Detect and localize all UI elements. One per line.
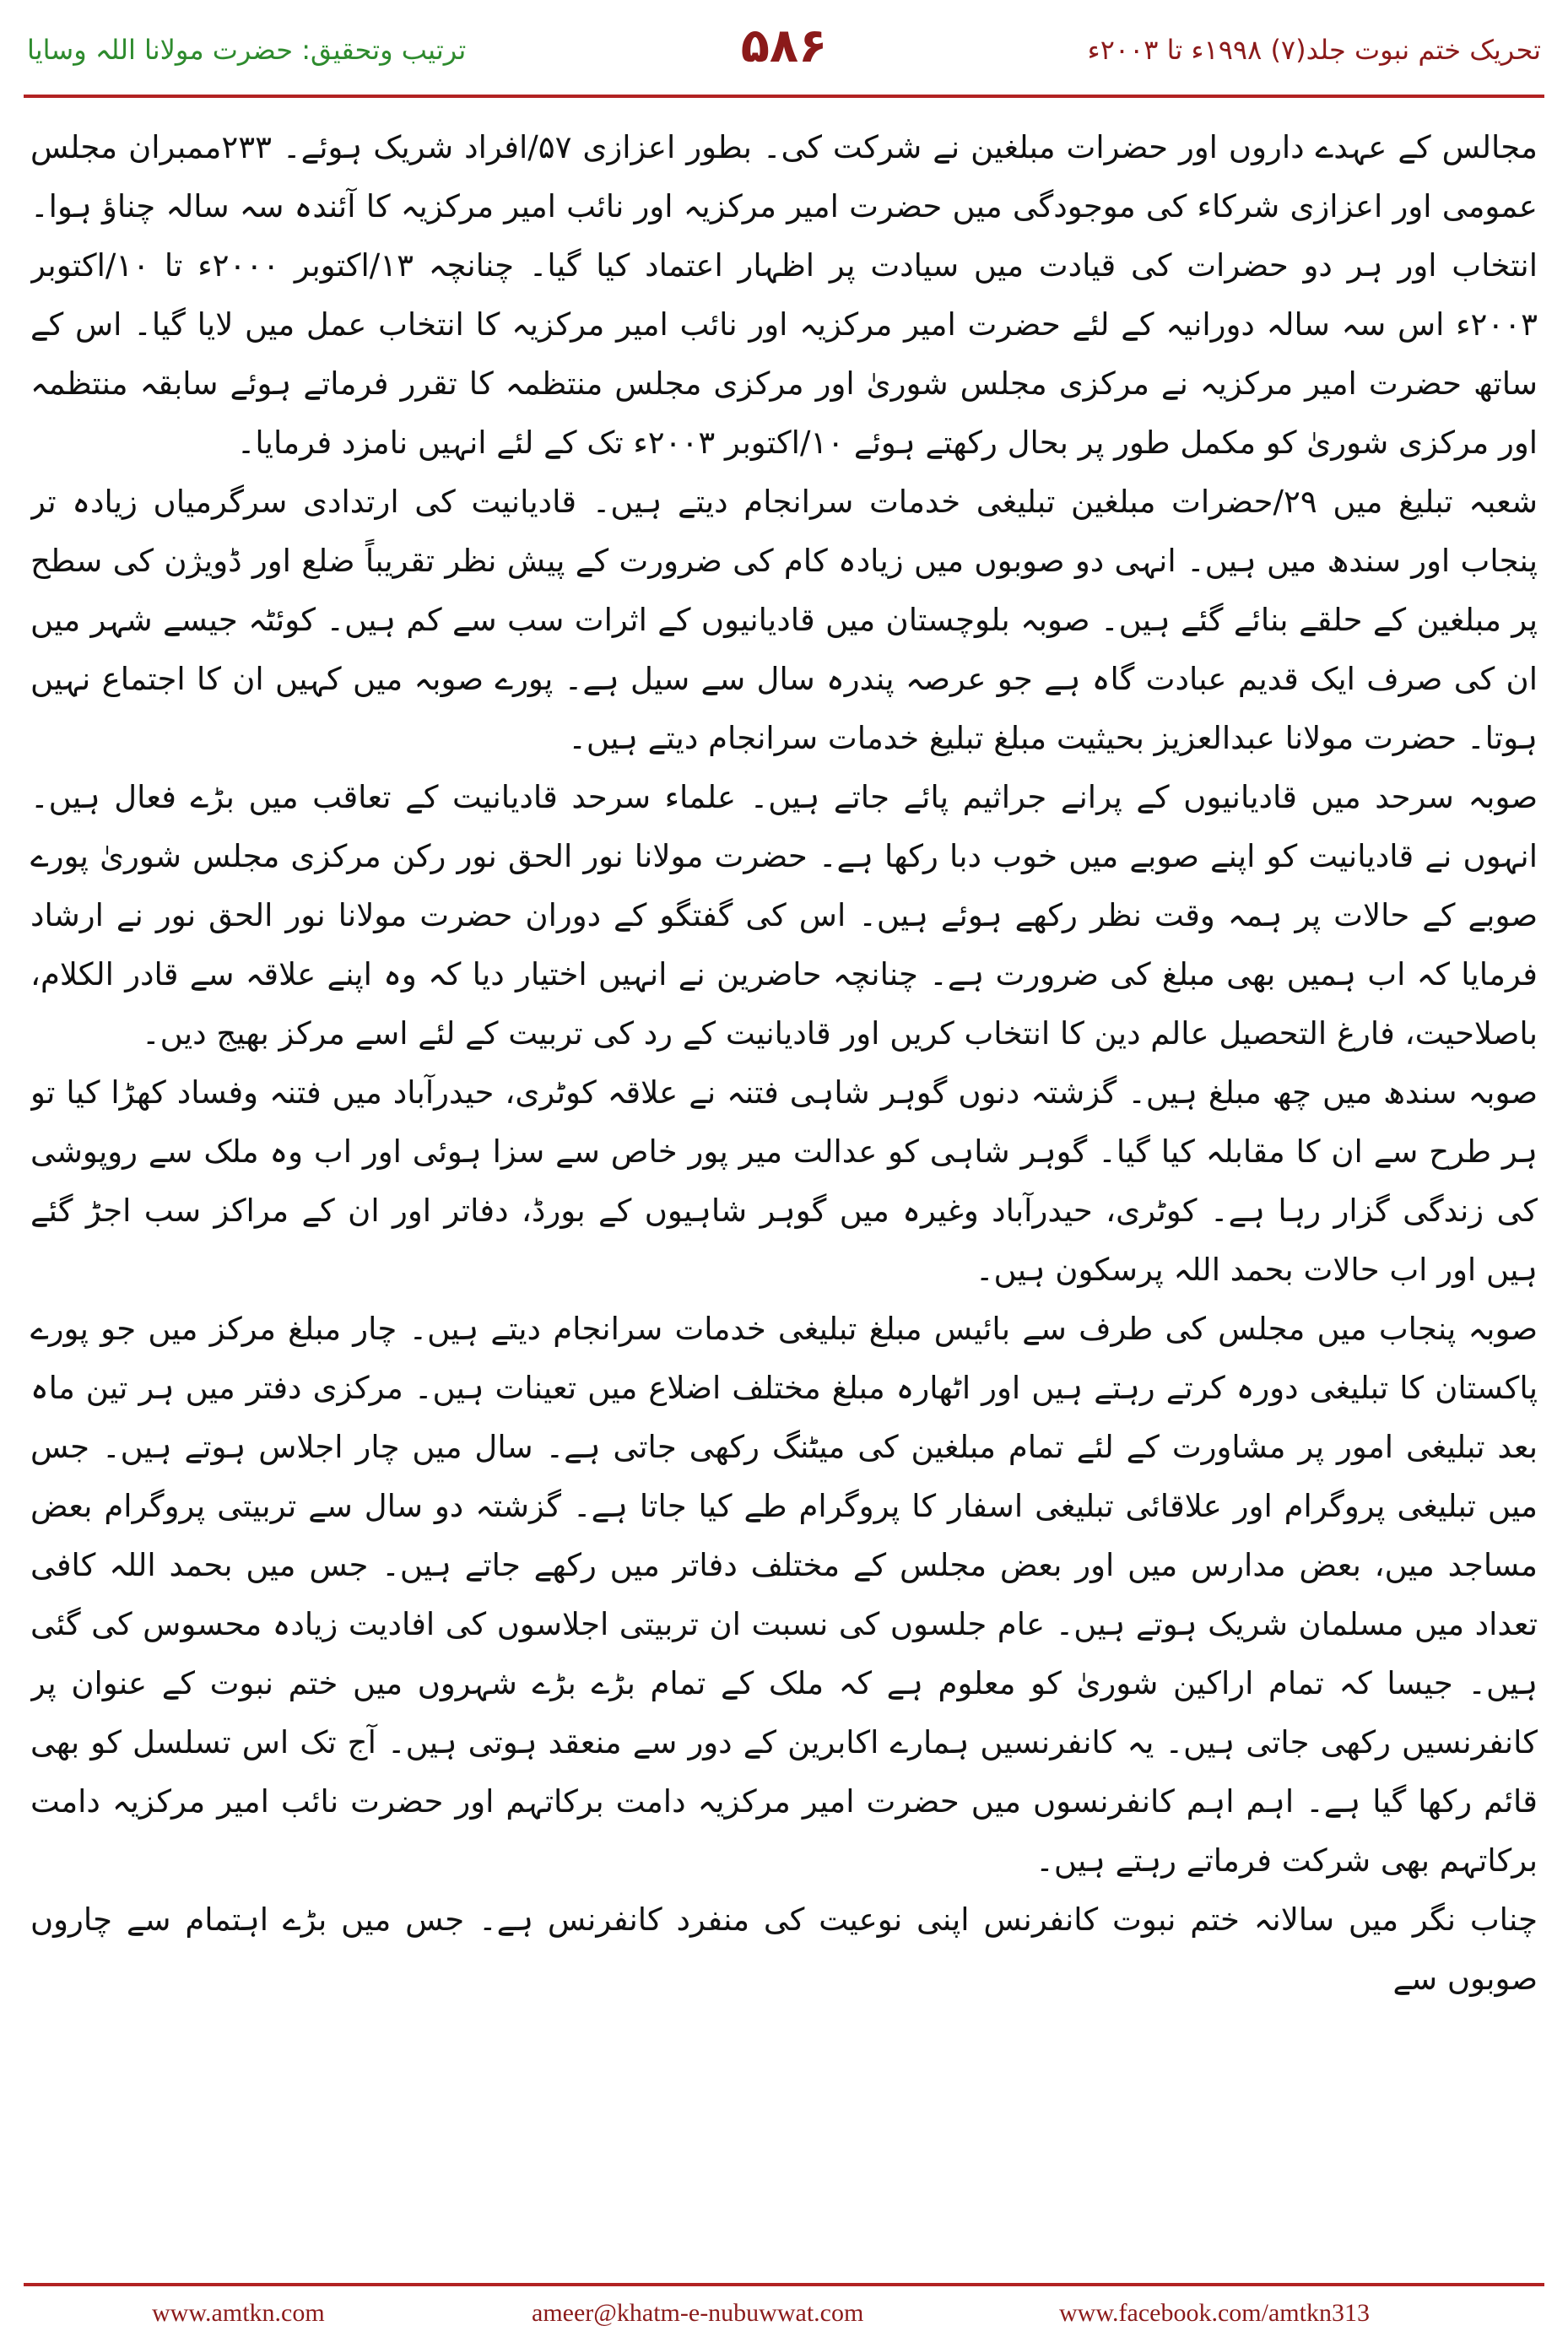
paragraph-tableegh: شعبہ تبلیغ میں ۲۹/حضرات مبلغین تبلیغی خدمات سرانجام دیتے ہیں۔ قادیانیت کی ارتدادی سرگرمیاں زیادہ تر پنجاب اور سندھ میں ہیں۔ انہی دو صوبوں میں زیادہ کام کی ضرورت کے پیش نظر تقریباً ضلع اور ڈویژن کی سطح پر مبلغین کے حلقے بنائے گئے ہیں۔ صوبہ بلوچستان میں قادیانیوں کے اثرات سب سے کم ہیں۔ کوئٹہ جیسے شہر میں ان کی صرف ایک قدیم عبادت گاہ ہے جو عرصہ پندرہ سال سے سیل ہے۔ پورے صوبہ میں کہیں ان کا اجتماع نہیں ہوتا۔ حضرت مولانا عبدالعزیز بحیثیت مبلغ تبلیغ خدمات سرانجام دیتے ہیں۔ xyxy=(30,484,1538,756)
paragraph-punjab: صوبہ پنجاب میں مجلس کی طرف سے بائیس مبلغ تبلیغی خدمات سرانجام دیتے ہیں۔ چار مبلغ مرکز میں جو پورے پاکستان کا تبلیغی دورہ کرتے رہتے ہیں اور اٹھارہ مبلغ مختلف اضلاع میں تعینات ہیں۔ مرکزی دفتر میں ہر تین ماہ بعد تبلیغی امور پر مشاورت کے لئے تمام مبلغین کی میٹنگ رکھی جاتی ہے۔ سال میں چار اجلاس ہوتے ہیں۔ جس میں تبلیغی پروگرام اور علاقائی تبلیغی اسفار کا پروگرام طے کیا جاتا ہے۔ گزشتہ دو سال سے تربیتی پروگرام بعض مساجد میں، بعض مدارس میں اور بعض مجلس کے مختلف دفاتر میں رکھے جاتے ہیں۔ جس میں بحمد اللہ کافی تعداد میں مسلمان شریک ہوتے ہیں۔ عام جلسوں کی نسبت ان تربیتی اجلاسوں کی افادیت زیادہ محسوس کی گئی ہیں۔ جیسا کہ تمام اراکین شوریٰ کو معلوم ہے کہ ملک کے تمام بڑے بڑے شہروں میں ختم نبوت کے عنوان پر کانفرنسیں رکھی جاتی ہیں۔ یہ کانفرنسیں ہمارے اکابرین کے دور سے منعقد ہوتی ہیں۔ آج تک اس تسلسل کو بھی قائم رکھا گیا ہے۔ اہم اہم کانفرنسوں میں حضرت امیر مرکزیہ دامت برکاتہم اور حضرت نائب امیر مرکزیہ دامت برکاتہم بھی شرکت فرماتے رہتے ہیں۔ xyxy=(30,1311,1538,1879)
header-divider xyxy=(24,95,1544,98)
website-link[interactable]: www.amtkn.com xyxy=(152,2299,325,2327)
book-title: تحریک ختم نبوت جلد(۷) ۱۹۹۸ء تا ۲۰۰۳ء xyxy=(1087,34,1541,66)
paragraph-sindh: صوبہ سندھ میں چھ مبلغ ہیں۔ گزشتہ دنوں گوہر شاہی فتنہ نے علاقہ کوٹری، حیدرآباد میں فتنہ وفساد کھڑا کیا تو ہر طرح سے ان کا مقابلہ کیا گیا۔ گوہر شاہی کو عدالت میر پور خاص سے سزا ہوئی اور اب وہ ملک سے روپوشی کی زندگی گزار رہا ہے۔ کوٹری، حیدرآباد وغیرہ میں گوہر شاہیوں کے بورڈ، دفاتر اور ان کے مراکز سب اجڑ گئے ہیں اور اب حالات بحمد اللہ پرسکون ہیں۔ xyxy=(30,1074,1538,1288)
footer-divider xyxy=(24,2283,1544,2286)
email-link[interactable]: ameer@khatm-e-nubuwwat.com xyxy=(532,2299,864,2327)
page-footer xyxy=(0,2292,1568,2334)
paragraph-sarhad: صوبہ سرحد میں قادیانیوں کے پرانے جراثیم پائے جاتے ہیں۔ علماء سرحد قادیانیت کے تعاقب میں بڑے فعال ہیں۔ انہوں نے قادیانیت کو اپنے صوبے میں خوب دبا رکھا ہے۔ حضرت مولانا نور الحق نور رکن مرکزی مجلس شوریٰ پورے صوبے کے حالات پر ہمہ وقت نظر رکھے ہوئے ہیں۔ اس کی گفتگو کے دوران حضرت مولانا نور الحق نور نے ارشاد فرمایا کہ اب ہمیں بھی مبلغ کی ضرورت ہے۔ چنانچہ حاضرین نے انہیں اختیار دیا کہ وہ اپنے علاقہ سے قادر الکلام، باصلاحیت، فارغ التحصیل عالم دین کا انتخاب کریں اور قادیانیت کے رد کی تربیت کے لئے اسے مرکز بھیج دیں۔ xyxy=(30,779,1538,1052)
compiler-credit: ترتیب وتحقیق: حضرت مولانا اللہ وسایا xyxy=(27,34,467,66)
facebook-link[interactable]: www.facebook.com/amtkn313 xyxy=(1059,2299,1370,2327)
main-text xyxy=(30,118,1538,2237)
page-header xyxy=(0,0,1568,127)
page-number: ۵۸۶ xyxy=(740,19,828,73)
paragraph-chenab-nagar: چناب نگر میں سالانہ ختم نبوت کانفرنس اپنی نوعیت کی منفرد کانفرنس ہے۔ جس میں بڑے اہتمام سے چاروں صوبوں سے xyxy=(30,1901,1538,1997)
paragraph-majlis: مجالس کے عہدے داروں اور حضرات مبلغین نے شرکت کی۔ بطور اعزازی ۵۷/افراد شریک ہوئے۔ ۲۳۳ممبران مجلس عمومی اور اعزازی شرکاء کی موجودگی میں حضرت امیر مرکزیہ اور نائب امیر مرکزیہ کا آئندہ سہ سالہ چناؤ ہوا۔ انتخاب اور ہر دو حضرات کی قیادت میں سیادت پر اظہار اعتماد کیا گیا۔ چنانچہ ۱۳/اکتوبر ۲۰۰۰ء تا ۱۰/اکتوبر ۲۰۰۳ء اس سہ سالہ دورانیہ کے لئے حضرت امیر مرکزیہ اور نائب امیر مرکزیہ کا انتخاب عمل میں لایا گیا۔ اس کے ساتھ حضرت امیر مرکزیہ نے مرکزی مجلس شوریٰ اور مرکزی مجلس منتظمہ کا تقرر فرماتے ہوئے سابقہ منتظمہ اور مرکزی شوریٰ کو مکمل طور پر بحال رکھتے ہوئے ۱۰/اکتوبر ۲۰۰۳ء تک کے لئے انہیں نامزد فرمایا۔ xyxy=(30,129,1538,461)
